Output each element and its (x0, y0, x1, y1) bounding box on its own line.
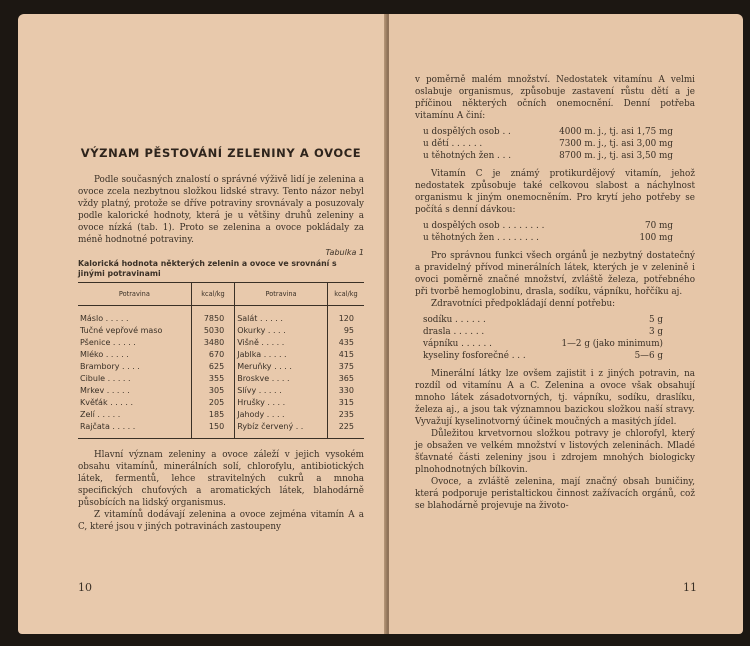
table-header: kcal/kg (327, 283, 364, 306)
table-cell: 5030 (191, 324, 234, 336)
calorie-table-body (78, 306, 364, 439)
table-cell: 3480 (191, 336, 234, 348)
list-item-value: 1—2 g (jako minimum) (561, 339, 663, 349)
list-item-label: u těhotných žen . . . (423, 151, 512, 161)
list-item (423, 126, 673, 138)
table-header: kcal/kg (191, 283, 234, 306)
table-cell: 95 (327, 324, 364, 336)
table-row (78, 336, 364, 348)
table-cell: 375 (327, 360, 364, 372)
list-item-value: 4000 m. j., tj. asi 1,75 mg (559, 127, 673, 137)
page-number: 11 (683, 581, 697, 594)
table-cell: Meruňky . . . . (235, 360, 328, 372)
table-row (78, 372, 364, 384)
list-item (423, 232, 673, 244)
table-cell: Mléko . . . . . (80, 349, 129, 359)
table-cell: 235 (327, 408, 364, 420)
list-item (423, 338, 663, 350)
table-cell: 7850 (191, 306, 234, 325)
table-cell: Pšenice . . . . . (80, 337, 136, 347)
table-cell: Broskve . . . . (235, 372, 328, 384)
table-cell: Slívy . . . . . (235, 384, 328, 396)
table-label: Tabulka 1 (325, 248, 364, 257)
minerals-list (415, 314, 663, 362)
body-paragraph: Zdravotníci předpokládají denní potřebu: (431, 299, 616, 309)
table-cell: 225 (327, 420, 364, 439)
table-cell: 625 (191, 360, 234, 372)
list-item-value: 7300 m. j., tj. asi 3,00 mg (559, 139, 673, 149)
table-cell: Jahody . . . . (235, 408, 328, 420)
list-item-value: 5 g (648, 315, 663, 325)
table-cell: 315 (327, 396, 364, 408)
body-paragraph: Minerální látky lze ovšem zajistit i z jiných potravin, na rozdíl od vitamínu A a C. Zelenina a ovoce však obsahují mnoho látek zásadotvorných, tj. vápníku, sodíku, draslíku, železa aj., a jsou tak významnou bazickou složkou naší stravy. Vyvažují kyselinotvorný účinek moučných a masitých jídel. (415, 369, 695, 427)
table-cell: 435 (327, 336, 364, 348)
table-row (78, 396, 364, 408)
table-row (78, 360, 364, 372)
table-cell: Rajčata . . . . . (80, 421, 136, 431)
body-paragraph: Pro správnou funkci všech orgánů je nezbytný dostatečný a pravidelný přívod minerálních látek, kterých je v zelenině i ovoci poměrně značné množství, zvláště železa, potřebného při tvorbě hemoglobinu, drasla, sodíku, vápníku, hořčíku aj. (415, 251, 695, 297)
table-cell: 305 (191, 384, 234, 396)
list-item-value: 5—6 g (634, 351, 663, 361)
vitamin-a-list (415, 126, 673, 162)
list-item (423, 220, 673, 232)
table-cell: Okurky . . . . (235, 324, 328, 336)
table-cell: Brambory . . . . (80, 361, 140, 371)
intro-paragraph: Podle současných znalostí o správné výživě lidí je zelenina a ovoce zcela nezbytnou složkou lidské stravy. Tento názor nebyl vždy platný, protože se dříve potraviny srovnávaly a posuzovaly podle kalorické hodnoty, která je u většiny druhů zeleniny a ovoce nízká (tab. 1). Proto se zelenina a ovoce pokládaly za méně hodnotné potraviny. (78, 175, 364, 245)
chapter-heading: VÝZNAM PĚSTOVÁNÍ ZELENINY A OVOCE (80, 146, 362, 160)
page-number: 10 (78, 581, 92, 594)
table-cell: 330 (327, 384, 364, 396)
table-header: Potravina (78, 283, 191, 306)
list-item-label: drasla . . . . . . (423, 327, 485, 337)
table-cell: Cibule . . . . . (80, 373, 131, 383)
table-cell: Hrušky . . . . (235, 396, 328, 408)
vitamin-c-list (415, 220, 673, 244)
table-cell: 120 (327, 306, 364, 325)
table-cell: 185 (191, 408, 234, 420)
table-cell: 205 (191, 396, 234, 408)
calorie-table (78, 282, 364, 439)
list-item-value: 100 mg (639, 233, 673, 243)
table-cell: Mrkev . . . . . (80, 385, 130, 395)
table-row (78, 384, 364, 396)
table-caption: Kalorická hodnota některých zelenin a ovoce ve srovnání s jinými potravinami (78, 259, 337, 278)
list-item-label: u těhotných žen . . . . . . . . (423, 233, 539, 243)
list-item (423, 350, 663, 362)
list-item-label: kyseliny fosforečné . . . (423, 351, 526, 361)
table-cell: Jablka . . . . . (235, 348, 328, 360)
table-cell: Višně . . . . . (235, 336, 328, 348)
table-row (78, 420, 364, 439)
list-item-label: u dospělých osob . . . . . . . . (423, 221, 545, 231)
body-paragraph: Důležitou krvetvornou složkou potravy je chlorofyl, který je obsažen ve velkém množství v listových zeleninách. Mladé šťavnaté části zeleniny jsou i zdrojem mnohých biologicky plnohodnotných bílkovin. (415, 429, 695, 475)
table-cell: Zelí . . . . . (80, 409, 121, 419)
body-paragraph: Hlavní význam zeleniny a ovoce záleží v jejich vysokém obsahu vitamínů, minerálních solí, chlorofylu, antibiotických látek, fermentů, lehce stravitelných cukrů a mnoha specifických chuťových a aromatických látek, blahodárně působících na lidský organismus. (78, 450, 364, 508)
list-item-label: vápníku . . . . . . (423, 339, 492, 349)
body-paragraph: Z vitamínů dodávají zelenina a ovoce zejména vitamín A a C, které jsou v jiných potravinách zastoupeny (78, 510, 364, 532)
table-row (78, 348, 364, 360)
table-cell: Salát . . . . . (235, 306, 328, 325)
list-item-value: 8700 m. j., tj. asi 3,50 mg (559, 151, 673, 161)
table-cell: Kvěťák . . . . . (80, 397, 134, 407)
table-cell: 415 (327, 348, 364, 360)
list-item-value: 70 mg (645, 221, 673, 231)
table-cell: 670 (191, 348, 234, 360)
table-cell: Rybíz červený . . (235, 420, 328, 439)
table-row (78, 408, 364, 420)
table-cell: Tučné vepřové maso (80, 325, 163, 335)
table-row (78, 324, 364, 336)
list-item-label: u dospělých osob . . (423, 127, 511, 137)
body-paragraph: v poměrně malém množství. Nedostatek vitamínu A velmi oslabuje organismus, způsobuje zastavení růstu dětí a je příčinou některých očních onemocnění. Denní potřeba vitamínu A činí: (415, 75, 695, 121)
body-paragraph: Vitamín C je známý protikurdějový vitamín, jehož nedostatek způsobuje také celkovou slabost a náchylnost organismu k jiným onemocněním. Pro krytí jeho potřeby se počítá s denní dávkou: (415, 169, 695, 215)
table-cell: 365 (327, 372, 364, 384)
list-item-value: 3 g (648, 327, 663, 337)
list-item (423, 314, 663, 326)
table-header: Potravina (235, 283, 328, 306)
right-page (389, 14, 743, 634)
table-cell: 150 (191, 420, 234, 439)
table-cell: 355 (191, 372, 234, 384)
list-item-label: u dětí . . . . . . (423, 139, 483, 149)
table-cell: Máslo . . . . . (80, 313, 129, 323)
list-item (423, 138, 673, 150)
table-row (78, 306, 364, 325)
list-item-label: sodíku . . . . . . (423, 315, 486, 325)
list-item (423, 150, 673, 162)
list-item (423, 326, 663, 338)
body-paragraph: Ovoce, a zvláště zelenina, mají značný obsah buničiny, která podporuje peristaltickou činnost zažívacích orgánů, což se blahodárně projevuje na životo- (415, 477, 695, 511)
left-page (18, 14, 388, 634)
